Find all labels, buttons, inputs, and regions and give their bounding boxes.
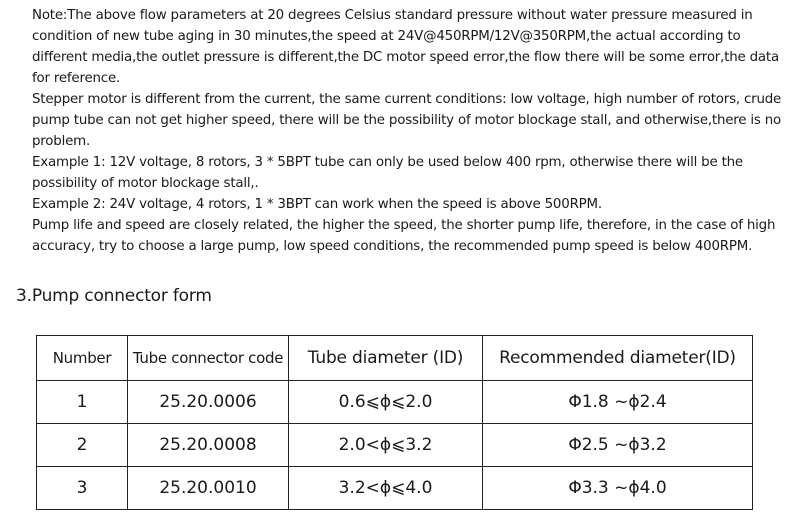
cell-tube-diameter: 0.6⩽ϕ⩽2.0	[289, 381, 483, 424]
pump-connector-table	[36, 335, 753, 510]
cell-connector-code: 25.20.0006	[128, 381, 289, 424]
section-title: Pump connector form	[31, 286, 212, 306]
section-heading	[16, 284, 212, 308]
note-paragraph: Example 1: 12V voltage, 8 rotors, 3 * 5BPT tube can only be used below 400 rpm, otherwise there will be the possibility of motor blockage stall,.	[32, 155, 743, 191]
cell-tube-diameter: 2.0<ϕ⩽3.2	[289, 424, 483, 467]
table-row	[37, 424, 753, 467]
note-paragraph: Note:The above flow parameters at 20 degrees Celsius standard pressure without water pressure measured in condition of new tube aging in 30 minutes,the speed at 24V@450RPM/12V@350RPM,the actual according to different media,the outlet pressure is different,the DC motor speed error,the flow there will be some error,the data for reference.	[32, 8, 779, 86]
cell-connector-code: 25.20.0008	[128, 424, 289, 467]
cell-connector-code: 25.20.0010	[128, 467, 289, 510]
cell-number: 2	[37, 424, 128, 467]
note-paragraph: Pump life and speed are closely related, the higher the speed, the shorter pump life, therefore, in the case of high accuracy, try to choose a large pump, low speed conditions, the recommended pump speed is below 400RPM.	[32, 218, 776, 254]
cell-recommended-diameter: Φ3.3 ~ϕ4.0	[483, 467, 753, 510]
section-number: 3.	[16, 286, 32, 306]
cell-number: 1	[37, 381, 128, 424]
cell-number: 3	[37, 467, 128, 510]
header-connector-code: Tube connector code	[128, 336, 289, 381]
note-paragraph: Example 2: 24V voltage, 4 rotors, 1 * 3BPT can work when the speed is above 500RPM.	[32, 197, 602, 212]
table-row	[37, 467, 753, 510]
cell-recommended-diameter: Φ1.8 ~ϕ2.4	[483, 381, 753, 424]
header-tube-diameter: Tube diameter (ID)	[289, 336, 483, 381]
header-number: Number	[37, 336, 128, 381]
header-recommended-diameter: Recommended diameter(ID)	[483, 336, 753, 381]
table-row	[37, 381, 753, 424]
table-header-row	[37, 336, 753, 381]
cell-recommended-diameter: Φ2.5 ~ϕ3.2	[483, 424, 753, 467]
cell-tube-diameter: 3.2<ϕ⩽4.0	[289, 467, 483, 510]
notes-block	[32, 5, 784, 257]
note-paragraph: Stepper motor is different from the current, the same current conditions: low voltage, high number of rotors, crude pump tube can not get higher speed, there will be the possibility of motor blockage stall, and otherwise,there is no problem.	[32, 92, 782, 149]
